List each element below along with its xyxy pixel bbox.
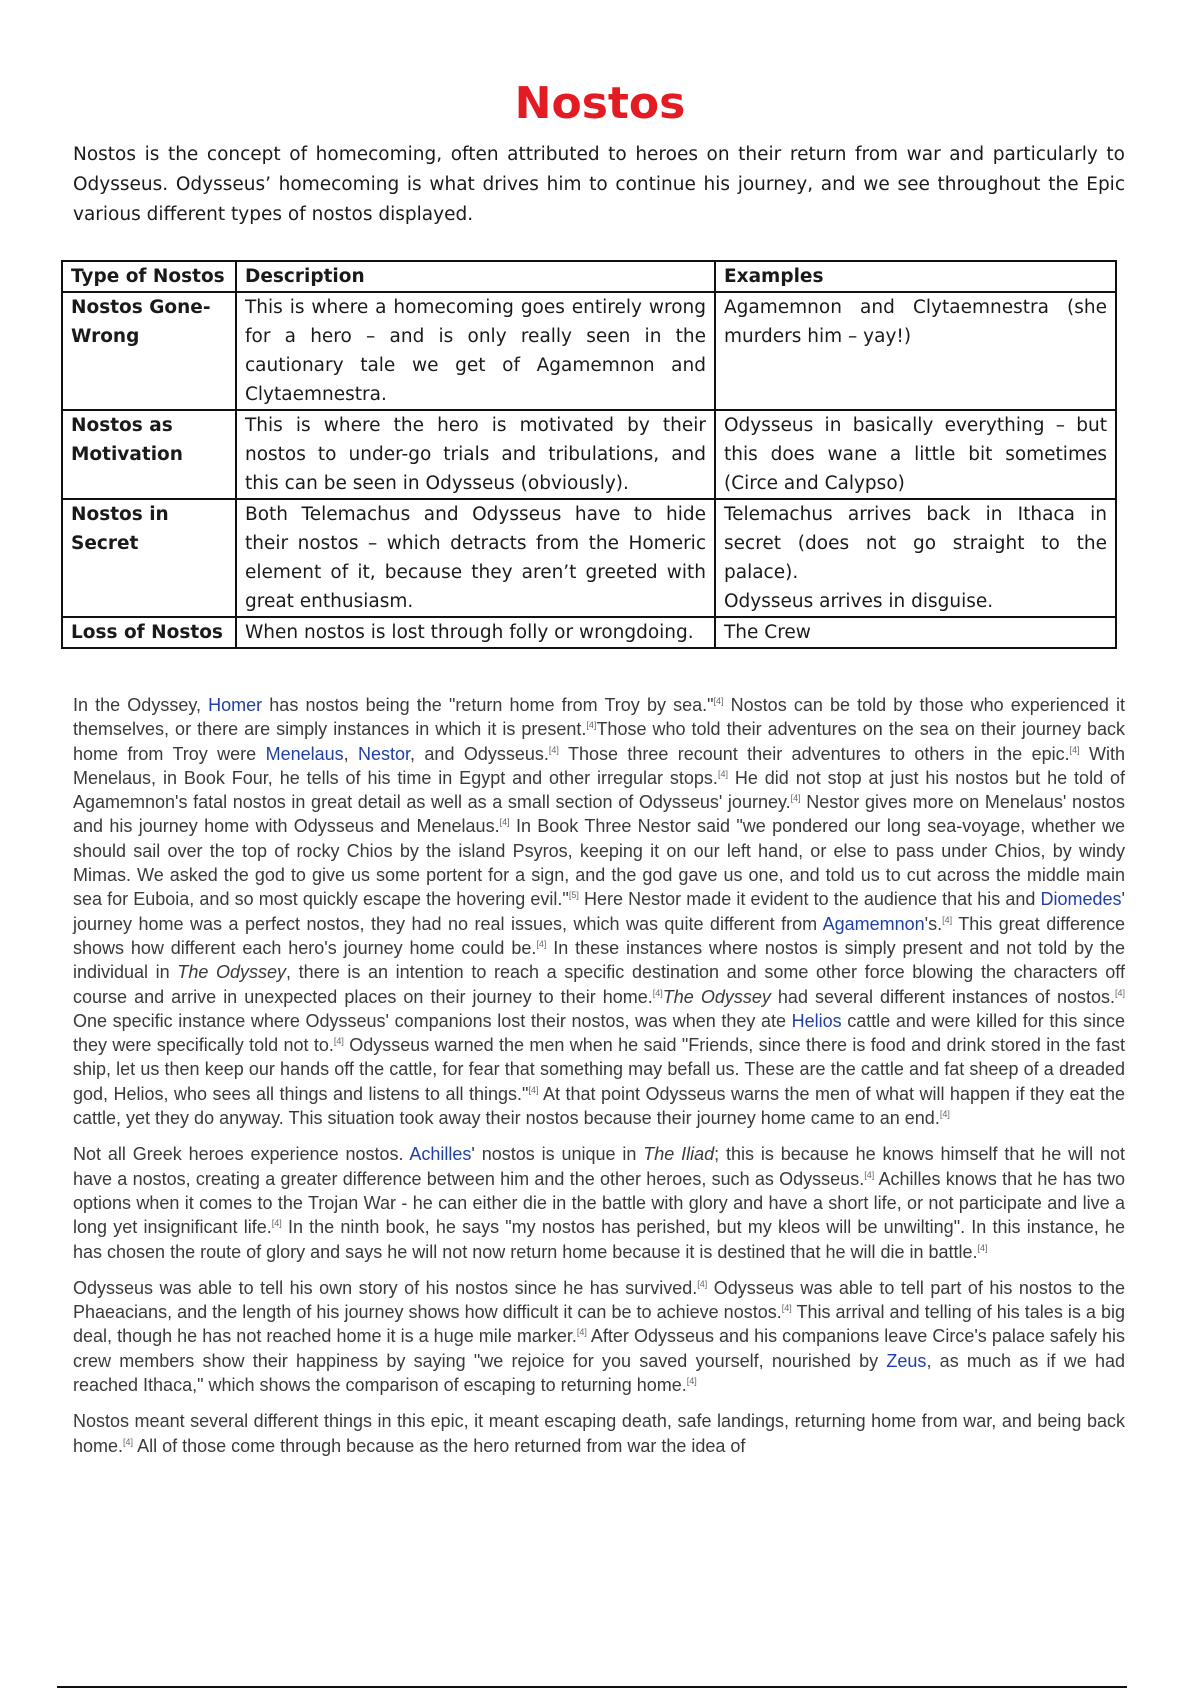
row-type: Nostos as Motivation	[62, 410, 236, 499]
row-examples-line-1: Telemachus arrives back in Ithaca in secret (does not go straight to the palace).	[724, 504, 1107, 583]
footnote-ref[interactable]: [4]	[1114, 987, 1125, 998]
footnote-ref[interactable]: [4]	[652, 987, 663, 998]
link-homer[interactable]: Homer	[208, 695, 263, 715]
footnote-ref[interactable]: [4]	[499, 817, 510, 828]
link-agamemnon[interactable]: Agamemnon	[822, 913, 925, 934]
table-row	[62, 499, 1116, 617]
footnote-ref[interactable]: [4]	[528, 1084, 539, 1095]
table-row	[62, 410, 1116, 499]
footnote-ref[interactable]: [4]	[717, 768, 728, 779]
row-examples: Odysseus in basically everything – but this does wane a little bit sometimes (Circe and Calypso)	[715, 410, 1116, 499]
title-the-iliad: The Iliad	[643, 1144, 715, 1165]
row-description: This is where the hero is motivated by their nostos to under-go trials and tribulations, and this can be seen in Odysseus (obviously).	[236, 410, 715, 499]
body-paragraph-3: Odysseus was able to tell his own story of his nostos since he has survived.[4] Odysseus was able to tell part of his nostos to the Phaeacians, and the length of his journey shows how difficult it can be to achieve nostos.[4] This arrival and telling of his tales is a big deal, though he has not reached home it is a huge mile marker.[4] After Odysseus and his companions leave Circe's palace safely his crew members show their happiness by saying "we rejoice for you saved yourself, nourished by Zeus, as much as if we had reached Ithaca," which shows the comparison of escaping to returning home.[4]	[73, 1277, 1125, 1396]
footnote-ref[interactable]: [5]	[568, 890, 579, 901]
footnote-ref[interactable]: [4]	[781, 1303, 792, 1314]
row-examples: The Crew	[715, 617, 1116, 648]
column-header-description: Description	[236, 261, 715, 292]
link-nestor[interactable]: Nestor	[358, 743, 411, 764]
footnote-ref[interactable]: [4]	[697, 1278, 708, 1289]
footnote-ref[interactable]: [4]	[977, 1242, 988, 1253]
row-type: Loss of Nostos	[62, 617, 236, 648]
body-paragraph-1: In the Odyssey, Homer has nostos being the "return home from Troy by sea."[4] Nostos can be told by those who experienced it themselves, or there are simply instances in which it is present.[4]Those who told their adventures on the sea on their journey back home from Troy were Menelaus, Nestor, and Odysseus.[4] Those three recount their adventures to others in the epic.[4] With Menelaus, in Book Four, he tells of his time in Egypt and other irregular stops.[4] He did not stop at just his nostos but he told of Agamemnon's fatal nostos in great detail as well as a small section of Odysseus' journey.[4] Nestor gives more on Menelaus' nostos and his journey home with Odysseus and Menelaus.[4] In Book Three Nestor said "we pondered our long sea-voyage, whether we should sail over the top of rocky Chios by the island Psyros, keeping it on our left hand, or else to pass under Chios, by windy Mimas. We asked the god to give us some portent for a sign, and the god gave us one, and told us to cut across the middle main sea for Euboia, and so most quickly escape the hovering evil."[5] Here Nestor made it evident to the audience that his and Diomedes' journey home was a perfect nostos, they had no real issues, which was quite different from Agamemnon's.[4] This great difference shows how different each hero's journey home could be.[4] In these instances where nostos is simply present and not told by the individual in The Odyssey, there is an intention to reach a specific destination and some other force blowing the characters off course and arrive in unexpected places on their journey to their home.[4]The Odyssey had several different instances of nostos.[4] One specific instance where Odysseus' companions lost their nostos, was when they ate Helios cattle and were killed for this since they were specifically told not to.[4] Odysseus warned the men when he said "Friends, since there is food and drink stored in the fast ship, let us then keep our hands off the cattle, for fear that something may befall us. These are the cattle and fat sheep of a dreaded god, Helios, who sees all things and listens to all things."[4] At that point Odysseus warns the men of what will happen if they eat the cattle, yet they do anyway. This situation took away their nostos because their journey home came to an end.[4]	[73, 695, 1126, 1129]
title-the-odyssey: The Odyssey	[177, 962, 287, 983]
row-type: Nostos Gone-Wrong	[62, 292, 236, 410]
page-title: Nostos	[514, 78, 686, 129]
row-examples: Agamemnon and Clytaemnestra (she murders him – yay!)	[715, 292, 1116, 410]
footnote-ref[interactable]: [4]	[686, 1376, 697, 1387]
footnote-ref[interactable]: [4]	[576, 1327, 587, 1338]
link-zeus[interactable]: Zeus	[886, 1350, 927, 1371]
row-examples-line-2: Odysseus arrives in disguise.	[724, 591, 994, 612]
title-the-odyssey: The Odyssey	[662, 986, 771, 1007]
body-paragraph-4: Nostos meant several different things in this epic, it meant escaping death, safe landings, returning home from war, and being back home.[4] All of those come through because as the hero returned from war the idea of	[73, 1411, 1125, 1456]
link-achilles[interactable]: Achilles	[409, 1144, 472, 1165]
column-header-type: Type of Nostos	[62, 261, 236, 292]
row-description: Both Telemachus and Odysseus have to hide their nostos – which detracts from the Homeric element of it, because they aren’t greeted with great enthusiasm.	[236, 499, 715, 617]
article-body	[73, 693, 1125, 1470]
row-type: Nostos in Secret	[62, 499, 236, 617]
footnote-ref[interactable]: [4]	[1069, 744, 1080, 755]
footnote-ref[interactable]: [4]	[942, 914, 953, 925]
row-examples	[715, 499, 1116, 617]
column-header-examples: Examples	[715, 261, 1116, 292]
footnote-ref[interactable]: [4]	[864, 1169, 875, 1180]
footnote-ref[interactable]: [4]	[123, 1436, 134, 1447]
footnote-ref[interactable]: [4]	[790, 793, 801, 804]
link-menelaus[interactable]: Menelaus	[265, 743, 344, 764]
row-description: When nostos is lost through folly or wrongdoing.	[236, 617, 715, 648]
link-helios[interactable]: Helios	[791, 1010, 842, 1031]
footnote-ref[interactable]: [4]	[271, 1218, 282, 1229]
intro-paragraph: Nostos is the concept of homecoming, often attributed to heroes on their return from war and particularly to Odysseus. Odysseus’ homecoming is what drives him to continue his journey, and we see throughout the Epic various different types of nostos displayed.	[73, 144, 1125, 225]
footnote-ref[interactable]: [4]	[939, 1109, 950, 1120]
footnote-ref[interactable]: [4]	[548, 744, 559, 755]
footnote-ref[interactable]: [4]	[333, 1036, 344, 1047]
nostos-types-table	[61, 260, 1117, 649]
table-header-row	[62, 261, 1116, 292]
body-paragraph-2: Not all Greek heroes experience nostos. Achilles' nostos is unique in The Iliad; this is because he knows himself that he will not have a nostos, creating a greater difference between him and the other heroes, such as Odysseus.[4] Achilles knows that he has two options when it comes to the Trojan War - he can either die in the battle with glory and have a short life, or not participate and live a long yet insignificant life.[4] In the ninth book, he says "my nostos has perished, but my kleos will be unwilting". In this instance, he has chosen the route of glory and says he will not now return home because it is destined that he will die in battle.[4]	[73, 1144, 1125, 1262]
link-diomedes[interactable]: Diomedes	[1040, 889, 1122, 910]
table-row	[62, 617, 1116, 648]
footnote-ref[interactable]: [4]	[586, 720, 597, 731]
row-description: This is where a homecoming goes entirely wrong for a hero – and is only really seen in the cautionary tale we get of Agamemnon and Clytaemnestra.	[236, 292, 715, 410]
footnote-ref[interactable]: [4]	[713, 696, 724, 706]
footnote-ref[interactable]: [4]	[536, 938, 547, 949]
table-row	[62, 292, 1116, 410]
footer-divider	[57, 1686, 1127, 1688]
